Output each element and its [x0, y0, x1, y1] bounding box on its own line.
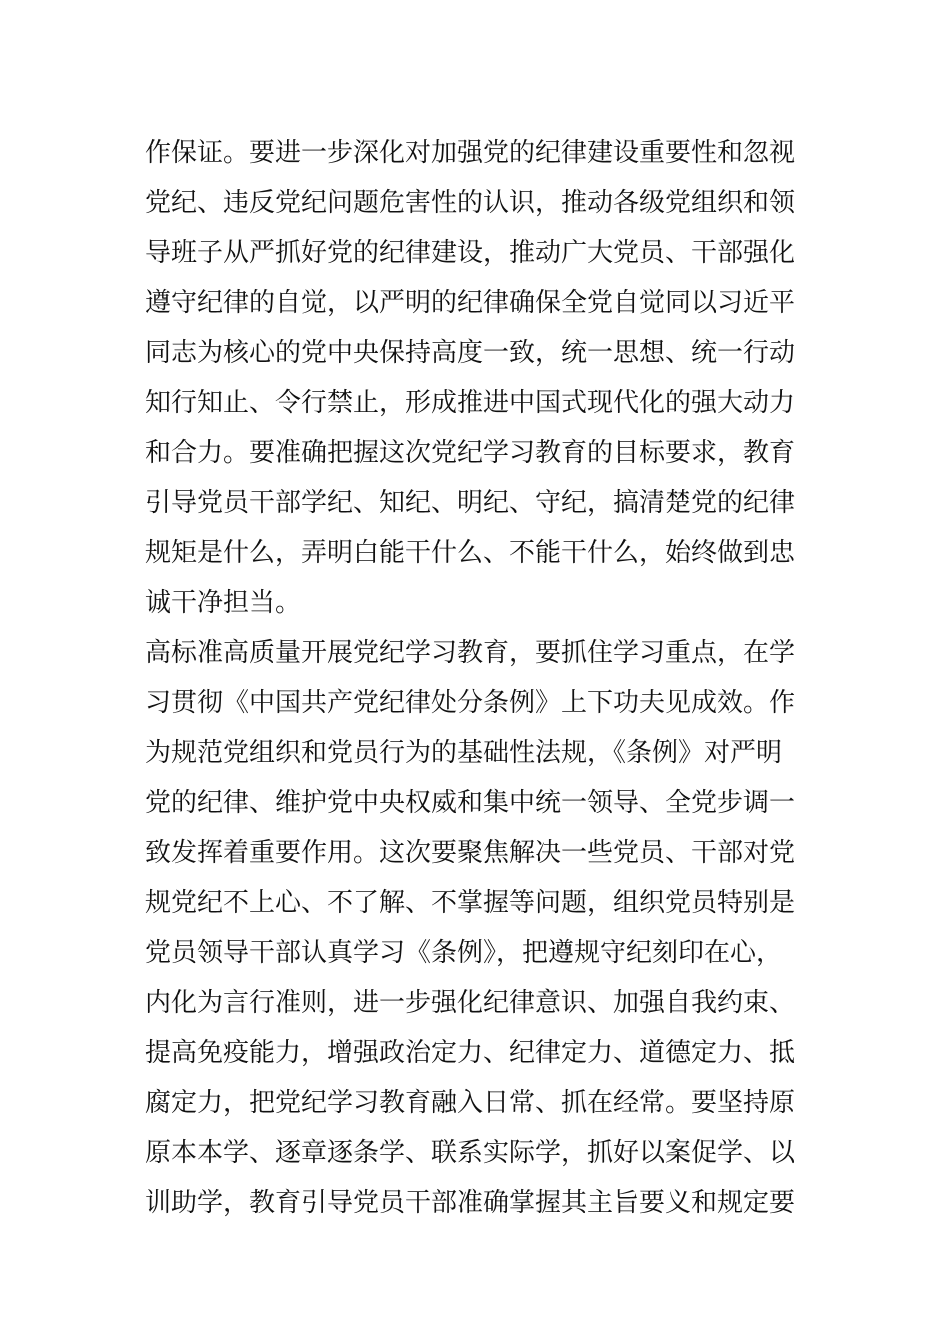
text-line: 规矩是什么，弄明白能干什么、不能干什么，始终做到忠 — [145, 538, 796, 568]
text-line: 训助学，教育引导党员干部准确掌握其主旨要义和规定要 — [145, 1188, 796, 1218]
text-line: 内化为言行准则，进一步强化纪律意识、加强自我约束、 — [145, 988, 796, 1018]
text-line: 致发挥着重要作用。这次要聚焦解决一些党员、干部对党 — [145, 838, 796, 868]
document-body — [145, 128, 815, 1228]
text-line: 党的纪律、维护党中央权威和集中统一领导、全党步调一 — [145, 788, 796, 818]
text-line: 作保证。要进一步深化对加强党的纪律建设重要性和忽视 — [145, 138, 796, 168]
text-line: 党员领导干部认真学习《条例》，把遵规守纪刻印在心， — [145, 938, 783, 968]
text-line: 导班子从严抓好党的纪律建设，推动广大党员、干部强化 — [145, 238, 796, 268]
text-line: 原本本学、逐章逐条学、联系实际学，抓好以案促学、以 — [145, 1138, 796, 1168]
text-line: 高标准高质量开展党纪学习教育，要抓住学习重点，在学 — [145, 638, 796, 668]
text-line: 引导党员干部学纪、知纪、明纪、守纪，搞清楚党的纪律 — [145, 488, 796, 518]
text-line: 同志为核心的党中央保持高度一致，统一思想、统一行动 — [145, 338, 796, 368]
text-line: 为规范党组织和党员行为的基础性法规，《条例》对严明 — [145, 738, 783, 768]
text-line: 提高免疫能力，增强政治定力、纪律定力、道德定力、抵 — [145, 1038, 796, 1068]
text-line: 和合力。要准确把握这次党纪学习教育的目标要求，教育 — [145, 438, 796, 468]
text-line: 诚干净担当。 — [145, 588, 302, 618]
text-line: 腐定力，把党纪学习教育融入日常、抓在经常。要坚持原 — [145, 1088, 796, 1118]
text-line: 规党纪不上心、不了解、不掌握等问题，组织党员特别是 — [145, 888, 796, 918]
text-line: 党纪、违反党纪问题危害性的认识，推动各级党组织和领 — [145, 188, 796, 218]
text-line: 知行知止、令行禁止，形成推进中国式现代化的强大动力 — [145, 388, 796, 418]
text-line: 遵守纪律的自觉，以严明的纪律确保全党自觉同以习近平 — [145, 288, 796, 318]
text-line: 习贯彻《中国共产党纪律处分条例》上下功夫见成效。作 — [145, 688, 796, 718]
